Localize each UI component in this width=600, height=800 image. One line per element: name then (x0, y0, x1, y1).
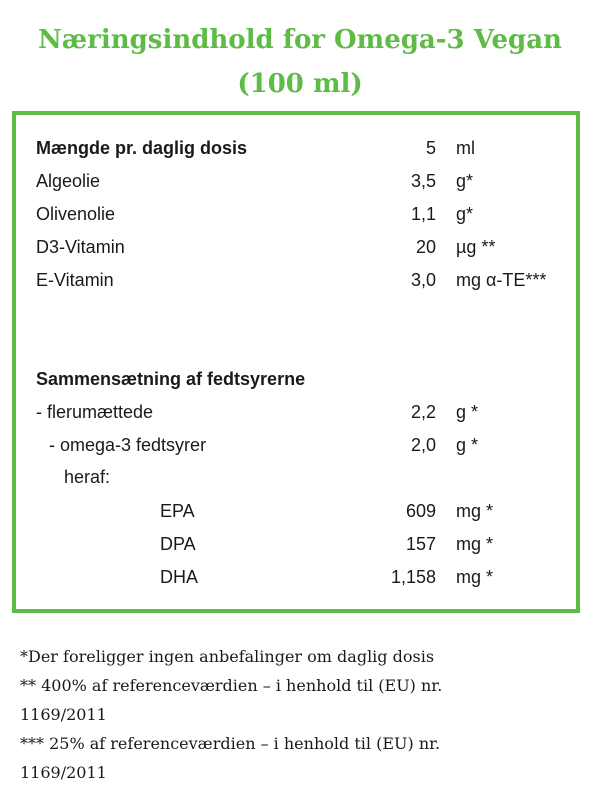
dosage-header-row (36, 132, 586, 164)
footnote-no-recommendation: *Der foreligger ingen anbefalinger om daglig dosis (20, 647, 435, 666)
fatty-acid-row-omega-3 (36, 429, 586, 461)
nutrient-value: 3,5 (410, 171, 436, 191)
footnote-d3-reference: ** 400% af referenceværdien – i henhold til (EU) nr. (20, 676, 443, 695)
nutrition-panel (12, 111, 580, 613)
nutrient-label: Olivenolie (36, 204, 116, 224)
fatty-acid-label: EPA (160, 501, 195, 521)
composition-header-row (36, 363, 586, 395)
fatty-acid-unit: mg * (456, 534, 494, 554)
fatty-acid-unit: g * (456, 402, 479, 422)
footnote-e-regulation: 1169/2011 (20, 763, 107, 782)
fatty-acid-value: 2,2 (410, 402, 436, 422)
fatty-acid-value: 609 (405, 501, 436, 521)
fatty-acid-row-dha (36, 561, 586, 593)
nutrient-row-algeolie (36, 165, 586, 197)
fatty-acid-label: heraf: (64, 467, 111, 487)
fatty-acid-value: 2,0 (410, 435, 436, 455)
nutrient-unit: g* (456, 204, 474, 224)
fatty-acid-unit: mg * (456, 567, 494, 587)
nutrient-label: D3-Vitamin (36, 237, 125, 257)
title-line-1: Næringsindhold for Omega-3 Vegan (38, 25, 562, 55)
fatty-acid-label: - omega-3 fedtsyrer (49, 435, 207, 455)
fatty-acid-label: DPA (160, 534, 196, 554)
fatty-acid-unit: mg * (456, 501, 494, 521)
title-line-2: (100 ml) (237, 69, 363, 99)
fatty-acid-row-heraf (36, 461, 586, 493)
dosage-header-label: Mængde pr. daglig dosis (36, 138, 248, 158)
composition-header-label: Sammensætning af fedtsyrerne (36, 369, 306, 389)
fatty-acid-value: 1,158 (390, 567, 436, 587)
fatty-acid-row-dpa (36, 528, 586, 560)
nutrient-value: 3,0 (410, 270, 436, 290)
footnote-e-reference: *** 25% af referenceværdien – i henhold til (EU) nr. (20, 734, 441, 753)
nutrient-value: 20 (415, 237, 436, 257)
nutrient-unit: g* (456, 171, 474, 191)
nutrient-unit: mg α-TE*** (456, 270, 547, 290)
nutrient-row-olivenolie (36, 198, 586, 230)
fatty-acid-label: - flerumættede (36, 402, 154, 422)
dosage-header-unit: ml (456, 138, 475, 158)
dosage-header-value: 5 (425, 138, 436, 158)
nutrient-row-e-vitamin (36, 264, 586, 296)
fatty-acid-label: DHA (160, 567, 199, 587)
fatty-acid-row-flerumaettede (36, 396, 586, 428)
nutrient-value: 1,1 (410, 204, 436, 224)
fatty-acid-row-epa (36, 495, 586, 527)
nutrient-row-d3-vitamin (36, 231, 586, 263)
footnote-d3-regulation: 1169/2011 (20, 705, 107, 724)
nutrient-label: E-Vitamin (36, 270, 114, 290)
fatty-acid-unit: g * (456, 435, 479, 455)
footnotes (20, 642, 580, 787)
fatty-acid-value: 157 (405, 534, 436, 554)
nutrient-unit: µg ** (456, 237, 496, 257)
page-title (0, 18, 600, 106)
nutrient-label: Algeolie (36, 171, 101, 191)
